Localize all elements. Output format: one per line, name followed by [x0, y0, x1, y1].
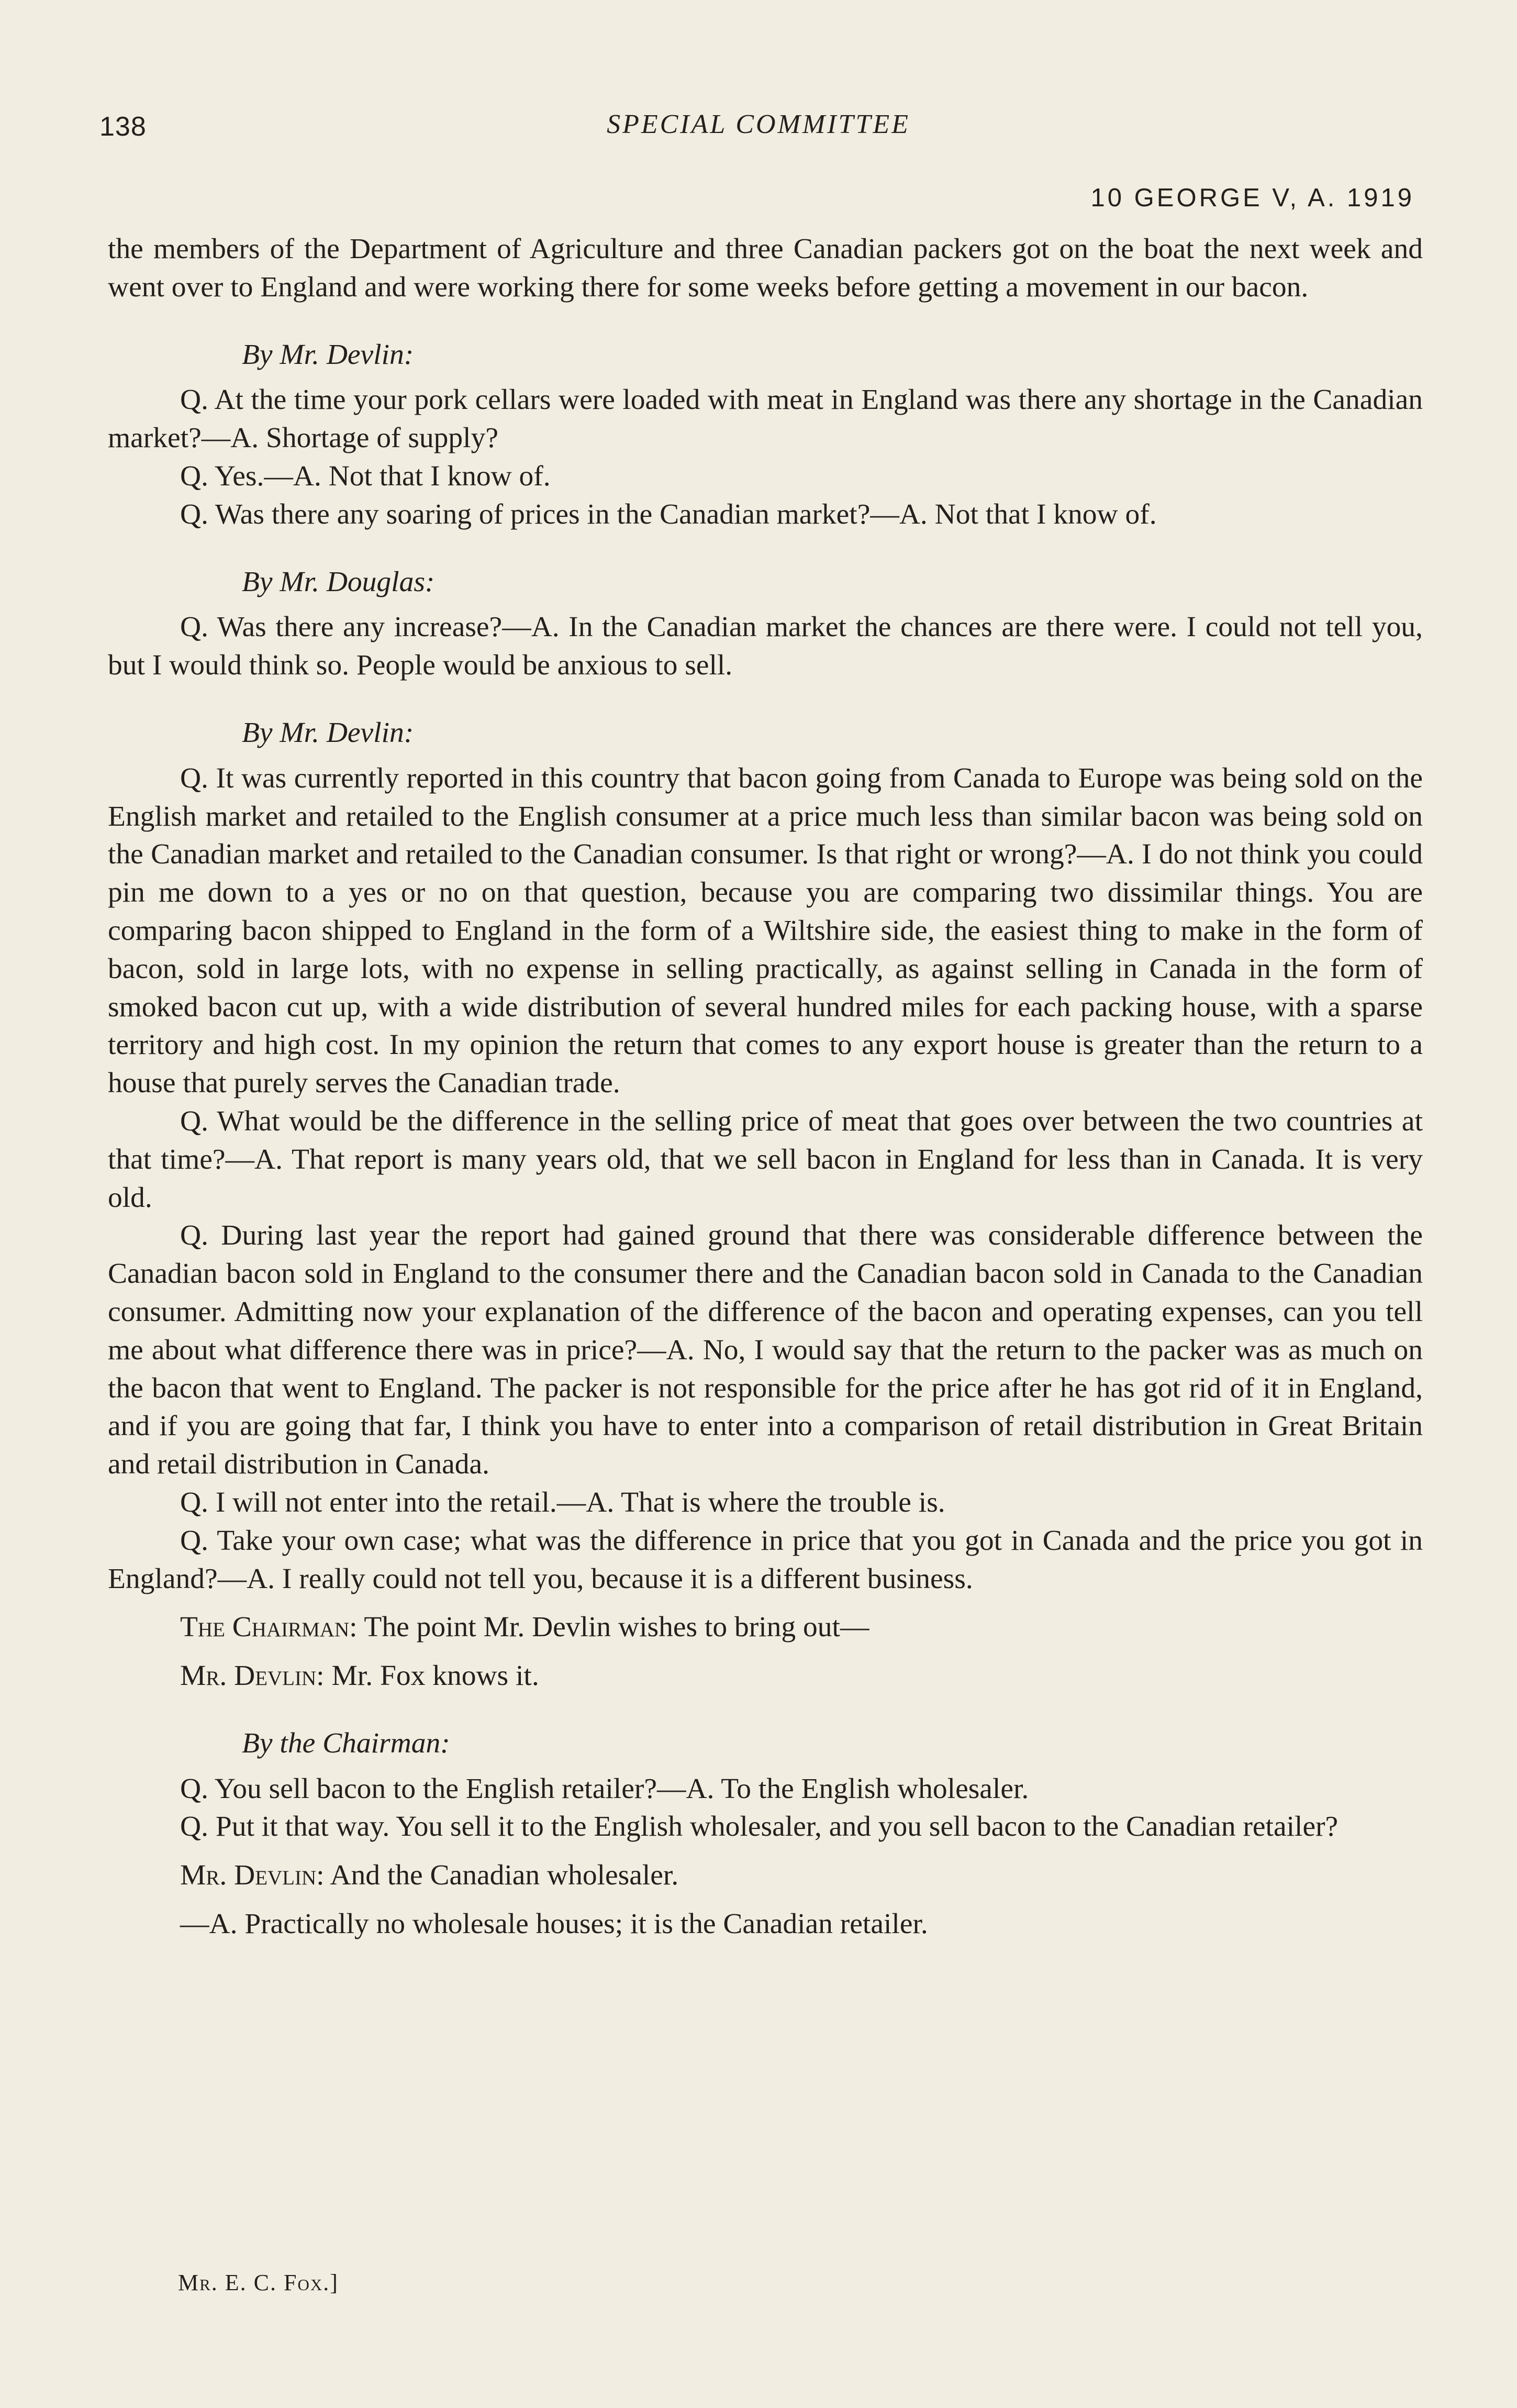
question-answer: Q. During last year the report had gained ground that there was considerable difference between the Canadian bacon sold in England to the consumer there and the Canadian bacon sold in Canada to the Canadian consumer. Admitting now your explanation of the difference of the bacon and operating expenses, can you tell me about what difference there was in price?—A. No, I would say that the return to the packer was as much on the bacon that went to England. The packer is not responsible for the price after he has got rid of it in England, and if you are going that far, I think you have to enter into a comparison of retail distribution in Great Britain and retail distribution in Canada.: [108, 1219, 1423, 1481]
speaker-line: [108, 1608, 1423, 1647]
examiner-heading: By Mr. Douglas:: [242, 565, 435, 598]
speaker-name: Mr. Devlin:: [180, 1859, 325, 1892]
answer-line: —A. Practically no wholesale houses; it is the Canadian retailer.: [180, 1908, 928, 1940]
question-answer: Q. Put it that way. You sell it to the English wholesaler, and you sell bacon to the Canadian retailer?: [180, 1811, 1338, 1843]
speaker-text: Mr. Fox knows it.: [331, 1660, 539, 1692]
question-answer: Q. Was there any soaring of prices in the Canadian market?—A. Not that I know of.: [180, 498, 1157, 530]
running-title: SPECIAL COMMITTEE: [607, 109, 910, 139]
speaker-text: The point Mr. Devlin wishes to bring out—: [364, 1611, 869, 1644]
witness-footer: Mr. E. C. Fox.]: [178, 2270, 339, 2295]
examiner-heading: By the Chairman:: [242, 1727, 450, 1759]
question-answer: Q. Take your own case; what was the difference in price that you got in Canada and the price you got in England?—A. I really could not tell you, because it is a different business.: [108, 1524, 1423, 1595]
question-answer: Q. It was currently reported in this country that bacon going from Canada to Europe was being sold on the English market and retailed to the English consumer at a price much less than similar bacon was being sold on the Canadian market and retailed to the Canadian consumer. Is that right or wrong?—A. I do not think you could pin me down to a yes or no on that question, because you are comparing two dissimilar things. You are comparing bacon shipped to England in the form of a Wiltshire side, the easiest thing to make in the form of bacon, sold in large lots, with no expense in selling practically, as against selling in Canada in the form of smoked bacon cut up, with a wide distribution of several hundred miles for each packing house, with a sparse territory and high cost. In my opinion the return that comes to any export house is greater than the return to a house that purely serves the Canadian trade.: [108, 762, 1423, 1100]
page-number: 138: [99, 112, 147, 142]
question-answer: Q. What would be the difference in the selling price of meat that goes over between the two countries at that time?—A. That report is many years old, that we sell bacon in England for less than in Canada. It is very old.: [108, 1105, 1423, 1214]
speaker-name: The Chairman:: [180, 1611, 358, 1644]
speaker-text: And the Canadian wholesaler.: [330, 1859, 679, 1892]
examiner-heading: By Mr. Devlin:: [242, 716, 414, 749]
session-line: 10 GEORGE V, A. 1919: [1090, 184, 1414, 212]
speaker-line: [108, 1857, 1423, 1895]
examiner-heading: By Mr. Devlin:: [242, 338, 414, 371]
question-answer: Q. At the time your pork cellars were loaded with meat in England was there any shortage in the Canadian market?—A. Shortage of supply?: [108, 384, 1423, 454]
continuation-paragraph: the members of the Department of Agriculture and three Canadian packers got on the boat the next week and went over to England and were working there for some weeks before getting a movement in our bacon.: [108, 233, 1423, 303]
speaker-name: Mr. Devlin:: [180, 1660, 325, 1692]
transcript-body: [108, 230, 1423, 1944]
question-answer: Q. I will not enter into the retail.—A. That is where the trouble is.: [180, 1486, 945, 1518]
question-answer: Q. Was there any increase?—A. In the Canadian market the chances are there were. I could not tell you, but I would think so. People would be anxious to sell.: [108, 611, 1423, 682]
question-answer: Q. You sell bacon to the English retailer?—A. To the English wholesaler.: [180, 1772, 1029, 1805]
question-answer: Q. Yes.—A. Not that I know of.: [180, 460, 551, 492]
speaker-line: [108, 1657, 1423, 1695]
